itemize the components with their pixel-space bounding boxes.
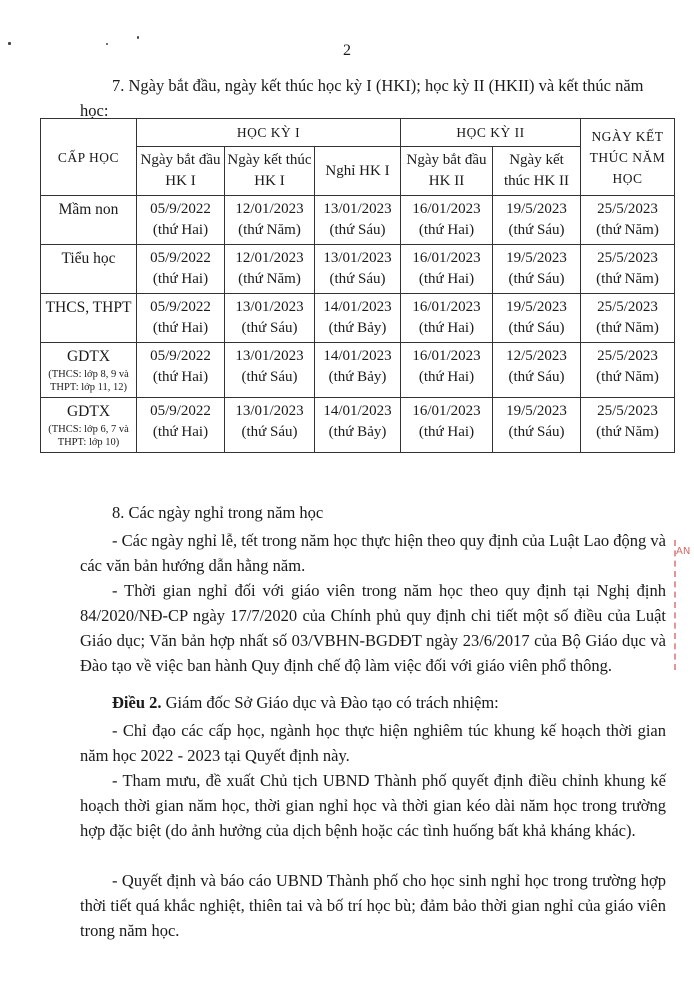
date-cell — [581, 343, 675, 398]
date-value: 16/01/2023 — [412, 403, 481, 419]
weekday-value: (thứ Năm) — [238, 222, 301, 238]
date-value: 13/01/2023 — [323, 201, 392, 217]
article-2-text: Giám đốc Sở Giáo dục và Đào tạo có trách nhiệm: — [161, 693, 499, 712]
date-cell — [315, 196, 401, 245]
page-number: 2 — [343, 42, 351, 59]
weekday-value: (thứ Năm) — [596, 271, 659, 287]
weekday-value: (thứ Hai) — [418, 424, 475, 440]
date-cell — [493, 343, 581, 398]
header-hk2: HỌC KỲ II — [401, 119, 581, 147]
date-cell — [137, 245, 225, 294]
level-name: Tiểu học — [61, 250, 116, 267]
weekday-value: (thứ Bảy) — [328, 320, 387, 336]
date-value: 25/5/2023 — [597, 403, 658, 419]
date-value: 16/01/2023 — [412, 250, 481, 266]
article-2-label: Điều 2. — [112, 693, 162, 712]
article-2-paragraph-3: - Quyết định và báo cáo UBND Thành phố cho học sinh nghỉ học trong trường hợp thời tiết quá khắc nghiệt, thiên tai và bố trí học bù; đảm bảo thời gian nghỉ của giáo viên trong năm học. — [80, 871, 666, 940]
level-name: GDTX — [66, 403, 111, 420]
weekday-value: (thứ Năm) — [596, 424, 659, 440]
weekday-value: (thứ Hai) — [152, 222, 209, 238]
level-cell — [41, 245, 137, 294]
level-cell — [41, 294, 137, 343]
date-cell — [401, 398, 493, 453]
date-value: 25/5/2023 — [597, 201, 658, 217]
date-value: 19/5/2023 — [506, 299, 567, 315]
school-year-schedule-table — [40, 118, 675, 453]
date-cell — [581, 196, 675, 245]
weekday-value: (thứ Bảy) — [328, 369, 387, 385]
date-value: 12/01/2023 — [235, 201, 304, 217]
header-level: CẤP HỌC — [41, 119, 137, 196]
date-value: 12/01/2023 — [235, 250, 304, 266]
table-row — [41, 343, 675, 398]
date-value: 14/01/2023 — [323, 348, 392, 364]
date-cell — [493, 245, 581, 294]
date-cell — [401, 343, 493, 398]
weekday-value: (thứ Hai) — [152, 369, 209, 385]
header-break-hk1: Nghỉ HK I — [315, 147, 401, 196]
date-value: 16/01/2023 — [412, 348, 481, 364]
scan-speck — [137, 36, 139, 39]
table-row — [41, 294, 675, 343]
weekday-value: (thứ Sáu) — [329, 271, 386, 287]
section-8-paragraph-1: - Các ngày nghỉ lễ, tết trong năm học thực hiện theo quy định của Luật Lao động và các văn bản hướng dẫn hằng năm. — [80, 531, 666, 575]
date-cell — [137, 343, 225, 398]
table-row — [41, 196, 675, 245]
weekday-value: (thứ Sáu) — [508, 271, 565, 287]
weekday-value: (thứ Sáu) — [508, 424, 565, 440]
date-value: 19/5/2023 — [506, 201, 567, 217]
date-value: 05/9/2022 — [150, 250, 211, 266]
date-cell — [581, 245, 675, 294]
level-name: GDTX — [66, 348, 111, 365]
level-note: (THCS: lớp 6, 7 và THPT: lớp 10) — [48, 424, 129, 448]
level-cell — [41, 343, 137, 398]
weekday-value: (thứ Hai) — [418, 222, 475, 238]
date-cell — [315, 343, 401, 398]
date-cell — [401, 196, 493, 245]
date-value: 13/01/2023 — [235, 299, 304, 315]
article-2-paragraph-2: - Tham mưu, đề xuất Chủ tịch UBND Thành phố quyết định điều chỉnh khung kế hoạch thời gian năm học, thời gian nghỉ học và thời gian kéo dài năm học trong trường hợp đặc biệt (do ảnh hưởng của dịch bệnh hoặc các tình huống bất khả kháng khác). — [80, 771, 666, 840]
weekday-value: (thứ Sáu) — [241, 424, 298, 440]
date-value: 16/01/2023 — [412, 201, 481, 217]
weekday-value: (thứ Hai) — [418, 271, 475, 287]
date-cell — [225, 245, 315, 294]
header-start-hk2: Ngày bắt đầu HK II — [401, 147, 493, 196]
date-value: 05/9/2022 — [150, 299, 211, 315]
level-cell — [41, 398, 137, 453]
date-value: 25/5/2023 — [597, 348, 658, 364]
level-note: (THCS: lớp 8, 9 và THPT: lớp 11, 12) — [48, 369, 129, 393]
date-value: 14/01/2023 — [323, 403, 392, 419]
date-value: 05/9/2022 — [150, 348, 211, 364]
section-8-heading: 8. Các ngày nghỉ trong năm học — [112, 503, 324, 522]
date-cell — [225, 343, 315, 398]
date-value: 13/01/2023 — [235, 348, 304, 364]
weekday-value: (thứ Sáu) — [508, 222, 565, 238]
date-value: 16/01/2023 — [412, 299, 481, 315]
header-end-hk1: Ngày kết thúc HK I — [225, 147, 315, 196]
weekday-value: (thứ Năm) — [238, 271, 301, 287]
table-row — [41, 245, 675, 294]
date-cell — [581, 398, 675, 453]
article-2-paragraph-1: - Chỉ đạo các cấp học, ngành học thực hiện nghiêm túc khung kế hoạch thời gian năm học 2022 - 2023 tại Quyết định này. — [80, 721, 666, 765]
date-value: 05/9/2022 — [150, 403, 211, 419]
header-start-hk1: Ngày bắt đầu HK I — [137, 147, 225, 196]
date-cell — [315, 398, 401, 453]
date-cell — [315, 294, 401, 343]
date-cell — [225, 294, 315, 343]
header-end-hk2: Ngày kết thúc HK II — [493, 147, 581, 196]
date-cell — [493, 294, 581, 343]
level-cell — [41, 196, 137, 245]
date-value: 25/5/2023 — [597, 250, 658, 266]
date-cell — [137, 196, 225, 245]
level-name: THCS, THPT — [45, 299, 132, 316]
weekday-value: (thứ Sáu) — [508, 369, 565, 385]
table-row — [41, 398, 675, 453]
weekday-value: (thứ Năm) — [596, 222, 659, 238]
weekday-value: (thứ Năm) — [596, 369, 659, 385]
weekday-value: (thứ Năm) — [596, 320, 659, 336]
date-cell — [137, 294, 225, 343]
date-cell — [493, 196, 581, 245]
date-value: 05/9/2022 — [150, 201, 211, 217]
header-end-year: NGÀY KẾT THÚC NĂM HỌC — [581, 119, 675, 196]
level-name: Mầm non — [58, 201, 119, 218]
weekday-value: (thứ Hai) — [152, 271, 209, 287]
date-cell — [493, 398, 581, 453]
weekday-value: (thứ Sáu) — [508, 320, 565, 336]
weekday-value: (thứ Hai) — [418, 369, 475, 385]
date-value: 19/5/2023 — [506, 250, 567, 266]
date-value: 13/01/2023 — [323, 250, 392, 266]
date-cell — [315, 245, 401, 294]
header-hk1: HỌC KỲ I — [137, 119, 401, 147]
date-value: 14/01/2023 — [323, 299, 392, 315]
date-cell — [581, 294, 675, 343]
section-7-heading: 7. Ngày bắt đầu, ngày kết thúc học kỳ I (HKI); học kỳ II (HKII) và kết thúc năm học: — [80, 76, 644, 120]
weekday-value: (thứ Hai) — [152, 320, 209, 336]
weekday-value: (thứ Hai) — [152, 424, 209, 440]
date-value: 19/5/2023 — [506, 403, 567, 419]
stamp-fragment-text: AN — [676, 546, 691, 557]
weekday-value: (thứ Sáu) — [329, 222, 386, 238]
date-value: 13/01/2023 — [235, 403, 304, 419]
date-cell — [225, 196, 315, 245]
date-value: 25/5/2023 — [597, 299, 658, 315]
section-8-paragraph-2: - Thời gian nghỉ đối với giáo viên trong năm học theo quy định tại Nghị định 84/2020/NĐ-CP ngày 17/7/2020 của Chính phủ quy định chi tiết một số điều của Luật Giáo dục; Văn bản hợp nhất số 03/VBHN-BGDĐT ngày 23/6/2017 của Bộ Giáo dục và Đào tạo về việc ban hành Quy định chế độ làm việc đối với giáo viên phổ thông. — [80, 581, 666, 675]
weekday-value: (thứ Sáu) — [241, 320, 298, 336]
date-cell — [225, 398, 315, 453]
date-cell — [401, 245, 493, 294]
weekday-value: (thứ Sáu) — [241, 369, 298, 385]
date-value: 12/5/2023 — [506, 348, 567, 364]
date-cell — [137, 398, 225, 453]
weekday-value: (thứ Hai) — [418, 320, 475, 336]
article-2-heading — [80, 690, 666, 715]
date-cell — [401, 294, 493, 343]
red-stamp-edge — [674, 540, 694, 670]
weekday-value: (thứ Bảy) — [328, 424, 387, 440]
